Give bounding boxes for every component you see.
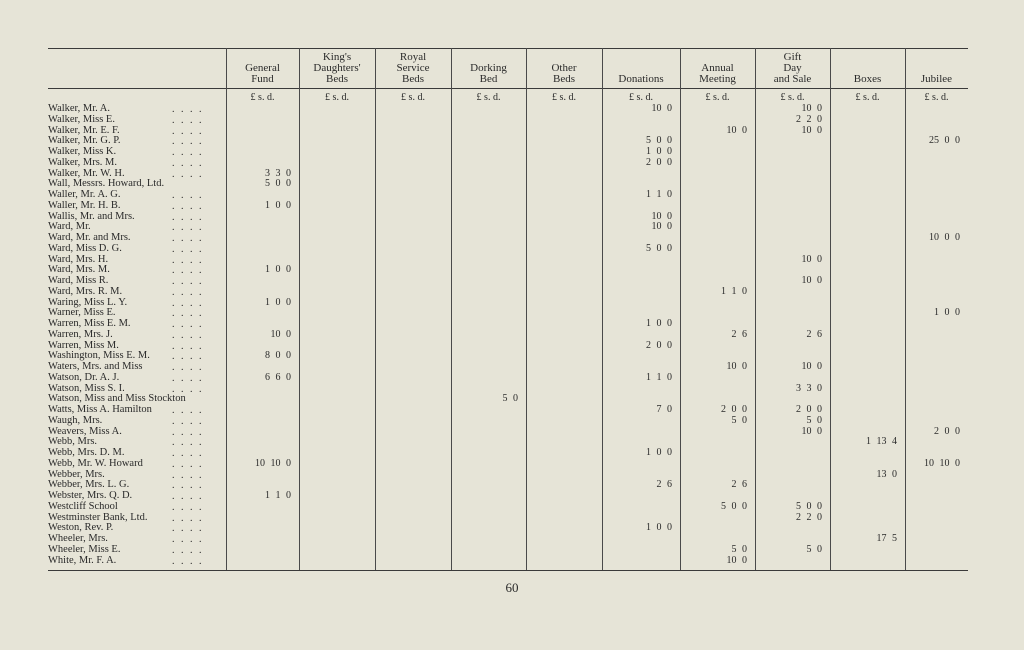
amount-cell-general: 1 0 0 xyxy=(265,199,291,211)
donor-name: Ward, Mr. xyxy=(48,221,91,233)
amount-cell-gift: 10 0 xyxy=(801,103,822,114)
amount-cell-general: 5 0 0 xyxy=(265,178,291,190)
donor-name: Ward, Mrs. H. xyxy=(48,253,109,265)
leader-dots: . . . . xyxy=(172,243,204,255)
column-header-royal: Royal Service Beds xyxy=(396,51,430,85)
donor-name: Webster, Mrs. Q. D. xyxy=(48,490,133,501)
leader-dots: . . . . xyxy=(172,340,204,352)
amount-cell-donations: 10 0 xyxy=(651,103,672,114)
column-divider xyxy=(602,48,603,570)
column-header-dorking: Dorking Bed xyxy=(470,62,507,85)
amount-cell-donations: 7 0 xyxy=(656,404,672,415)
leader-dots: . . . . xyxy=(172,372,204,384)
donor-name: Webb, Mr. W. Howard xyxy=(48,457,143,469)
leader-dots: . . . . xyxy=(172,437,204,449)
column-divider xyxy=(451,48,452,570)
amount-cell-gift: 10 0 xyxy=(801,253,822,265)
amount-cell-annual: 10 0 xyxy=(726,361,747,372)
amount-cell-general: 10 10 0 xyxy=(255,457,291,469)
leader-dots: . . . . xyxy=(172,308,204,320)
donor-name: Westcliff School xyxy=(48,500,118,512)
donor-name: Webber, Mrs. L. G. xyxy=(48,479,130,491)
donor-name: Walker, Mr. W. H. xyxy=(48,167,125,179)
donor-name: Wheeler, Mrs. xyxy=(48,533,108,544)
currency-unit-header: £ s. d. xyxy=(855,92,880,103)
leader-dots: . . . . xyxy=(172,351,204,363)
donor-name: Watts, Miss A. Hamilton xyxy=(48,404,152,415)
amount-cell-donations: 2 0 0 xyxy=(646,156,672,168)
leader-dots: . . . . xyxy=(172,426,204,438)
currency-unit-header: £ s. d. xyxy=(552,92,576,103)
donor-name: Walker, Mr. E. F. xyxy=(48,124,120,136)
leader-dots: . . . . xyxy=(172,157,204,169)
column-header-annual: Annual Meeting xyxy=(699,62,736,85)
donor-name: Ward, Mrs. R. M. xyxy=(48,285,123,297)
amount-cell-annual: 10 0 xyxy=(726,554,747,566)
currency-unit-header: £ s. d. xyxy=(476,92,501,103)
amount-cell-gift: 3 3 0 xyxy=(796,382,822,394)
amount-cell-donations: 10 0 xyxy=(651,221,672,233)
amount-cell-donations: 1 1 0 xyxy=(646,189,672,200)
amount-cell-jubilee: 2 0 0 xyxy=(934,425,960,437)
donor-name: Watson, Miss S. I. xyxy=(48,382,125,394)
leader-dots: . . . . xyxy=(172,362,204,373)
amount-cell-gift: 10 0 xyxy=(801,361,822,372)
donor-name: Warren, Mrs. J. xyxy=(48,328,113,340)
leader-dots: . . . . xyxy=(172,319,204,330)
column-divider xyxy=(299,48,300,570)
amount-cell-annual: 10 0 xyxy=(726,124,747,136)
amount-cell-donations: 10 0 xyxy=(651,210,672,222)
leader-dots: . . . . xyxy=(172,448,204,459)
donor-name: Warren, Miss M. xyxy=(48,339,119,351)
currency-unit-header: £ s. d. xyxy=(924,92,949,103)
leader-dots: . . . . xyxy=(172,405,204,416)
amount-cell-jubilee: 1 0 0 xyxy=(934,307,960,319)
currency-unit-header: £ s. d. xyxy=(401,92,425,103)
donor-name: Wall, Messrs. Howard, Ltd. xyxy=(48,178,165,190)
amount-cell-general: 8 0 0 xyxy=(265,350,291,362)
amount-cell-annual: 2 6 xyxy=(731,479,747,491)
donor-name: Walker, Miss E. xyxy=(48,113,115,125)
currency-unit-header: £ s. d. xyxy=(629,92,653,103)
column-header-donations: Donations xyxy=(618,73,664,85)
leader-dots: . . . . xyxy=(172,147,204,158)
amount-cell-donations: 1 1 0 xyxy=(646,371,672,383)
amount-cell-general: 1 1 0 xyxy=(265,490,291,501)
donor-name: Ward, Mrs. M. xyxy=(48,264,110,276)
leader-dots: . . . . xyxy=(172,383,204,395)
donor-name: Weston, Rev. P. xyxy=(48,522,114,534)
leader-dots: . . . . xyxy=(172,233,204,244)
currency-unit-header: £ s. d. xyxy=(250,92,275,103)
donor-name: Waring, Miss L. Y. xyxy=(48,296,128,308)
amount-cell-donations: 1 0 0 xyxy=(646,522,672,534)
leader-dots: . . . . xyxy=(172,286,204,298)
leader-dots: . . . . xyxy=(172,555,204,567)
amount-cell-general: 1 0 0 xyxy=(265,264,291,276)
amount-cell-donations: 2 6 xyxy=(656,479,672,491)
amount-cell-gift: 5 0 xyxy=(806,543,822,555)
donor-name: Warner, Miss E. xyxy=(48,307,116,319)
donor-name: Waugh, Mrs. xyxy=(48,414,103,426)
amount-cell-gift: 10 0 xyxy=(801,124,822,136)
donor-name: Ward, Miss D. G. xyxy=(48,242,122,254)
donor-name: Waller, Mr. A. G. xyxy=(48,189,121,200)
amount-cell-gift: 10 0 xyxy=(801,425,822,437)
amount-cell-gift: 2 0 0 xyxy=(796,404,822,415)
column-header-kings: King's Daughters' Beds xyxy=(313,51,361,85)
leader-dots: . . . . xyxy=(172,329,204,341)
amount-cell-donations: 1 0 0 xyxy=(646,318,672,329)
amount-cell-boxes: 17 5 xyxy=(876,533,897,544)
amount-cell-general: 3 3 0 xyxy=(265,167,291,179)
leader-dots: . . . . xyxy=(172,168,204,180)
column-header-jubilee: Jubilee xyxy=(920,73,953,85)
amount-cell-gift: 2 2 0 xyxy=(796,511,822,523)
amount-cell-annual: 5 0 xyxy=(731,543,747,555)
page-number: 60 xyxy=(505,580,519,595)
column-header-general: General Fund xyxy=(245,62,280,85)
donor-name: Wallis, Mr. and Mrs. xyxy=(48,210,135,222)
amount-cell-boxes: 13 0 xyxy=(876,468,897,480)
amount-cell-donations: 1 0 0 xyxy=(646,146,672,157)
currency-unit-header: £ s. d. xyxy=(780,92,805,103)
amount-cell-donations: 5 0 0 xyxy=(646,242,672,254)
donor-name: Warren, Miss E. M. xyxy=(48,318,131,329)
amount-cell-donations: 2 0 0 xyxy=(646,339,672,351)
leader-dots: . . . . xyxy=(172,480,204,492)
donor-name: Walker, Mrs. M. xyxy=(48,156,118,168)
leader-dots: . . . . xyxy=(172,254,204,266)
amount-cell-annual: 2 0 0 xyxy=(721,404,747,415)
donor-name: Washington, Miss E. M. xyxy=(48,350,150,362)
donor-name: Wheeler, Miss E. xyxy=(48,543,121,555)
amount-cell-gift: 5 0 0 xyxy=(796,500,822,512)
amount-cell-gift: 2 2 0 xyxy=(796,113,822,125)
amount-cell-general: 1 0 0 xyxy=(265,296,291,308)
amount-cell-jubilee: 10 0 0 xyxy=(929,232,960,243)
donor-name: Ward, Miss R. xyxy=(48,275,109,286)
donor-name: Watson, Dr. A. J. xyxy=(48,371,120,383)
leader-dots: . . . . xyxy=(172,190,204,201)
donor-name: White, Mr. F. A. xyxy=(48,554,117,566)
leader-dots: . . . . xyxy=(172,222,204,234)
amount-cell-annual: 5 0 0 xyxy=(721,500,747,512)
table-bottom-rule xyxy=(48,570,968,571)
donor-name: Walker, Mr. G. P. xyxy=(48,135,121,147)
amount-cell-jubilee: 25 0 0 xyxy=(929,135,960,147)
column-divider xyxy=(830,48,831,570)
leader-dots: . . . . xyxy=(172,125,204,137)
amount-cell-gift: 10 0 xyxy=(801,275,822,286)
donor-name: Watson, Miss and Miss Stockton xyxy=(48,393,186,405)
leader-dots: . . . . xyxy=(172,415,204,427)
column-header-boxes: Boxes xyxy=(853,73,882,85)
amount-cell-donations: 5 0 0 xyxy=(646,135,672,147)
donor-name: Walker, Miss K. xyxy=(48,146,117,157)
amount-cell-gift: 2 6 xyxy=(806,328,822,340)
amount-cell-general: 6 6 0 xyxy=(265,371,291,383)
donor-name: Webb, Mrs. D. M. xyxy=(48,447,125,458)
donor-name: Weavers, Miss A. xyxy=(48,425,122,437)
currency-unit-header: £ s. d. xyxy=(325,92,349,103)
leader-dots: . . . . xyxy=(172,200,204,212)
leader-dots: . . . . xyxy=(172,469,204,481)
donor-name: Waters, Mrs. and Miss xyxy=(48,361,143,372)
leader-dots: . . . . xyxy=(172,136,204,148)
amount-cell-donations: 1 0 0 xyxy=(646,447,672,458)
currency-unit-header: £ s. d. xyxy=(705,92,730,103)
donor-name: Westminster Bank, Ltd. xyxy=(48,511,148,523)
leader-dots: . . . . xyxy=(172,458,204,470)
column-divider xyxy=(375,48,376,570)
donor-name: Ward, Mr. and Mrs. xyxy=(48,232,131,243)
amount-cell-annual: 2 6 xyxy=(731,328,747,340)
donor-name: Webber, Mrs. xyxy=(48,468,105,480)
leader-dots: . . . . xyxy=(172,501,204,513)
leader-dots: . . . . xyxy=(172,491,204,502)
leader-dots: . . . . xyxy=(172,534,204,545)
amount-cell-gift: 5 0 xyxy=(806,414,822,426)
leader-dots: . . . . xyxy=(172,114,204,126)
amount-cell-annual: 1 1 0 xyxy=(721,285,747,297)
amount-cell-dorking: 5 0 xyxy=(502,393,518,405)
leader-dots: . . . . xyxy=(172,512,204,524)
donor-name: Walker, Mr. A. xyxy=(48,103,111,114)
leader-dots: . . . . xyxy=(172,104,204,115)
leader-dots: . . . . xyxy=(172,265,204,277)
amount-cell-jubilee: 10 10 0 xyxy=(924,457,960,469)
column-header-gift: Gift Day and Sale xyxy=(773,51,812,85)
leader-dots: . . . . xyxy=(172,523,204,535)
amount-cell-annual: 5 0 xyxy=(731,414,747,426)
donor-name: Waller, Mr. H. B. xyxy=(48,199,121,211)
leader-dots: . . . . xyxy=(172,544,204,556)
leader-dots: . . . . xyxy=(172,276,204,287)
amount-cell-general: 10 0 xyxy=(270,328,291,340)
amount-cell-boxes: 1 13 4 xyxy=(866,436,897,448)
column-divider xyxy=(526,48,527,570)
leader-dots: . . . . xyxy=(172,297,204,309)
leader-dots: . . . . xyxy=(172,211,204,223)
donor-name: Webb, Mrs. xyxy=(48,436,98,448)
column-header-other: Other Beds xyxy=(551,62,577,85)
